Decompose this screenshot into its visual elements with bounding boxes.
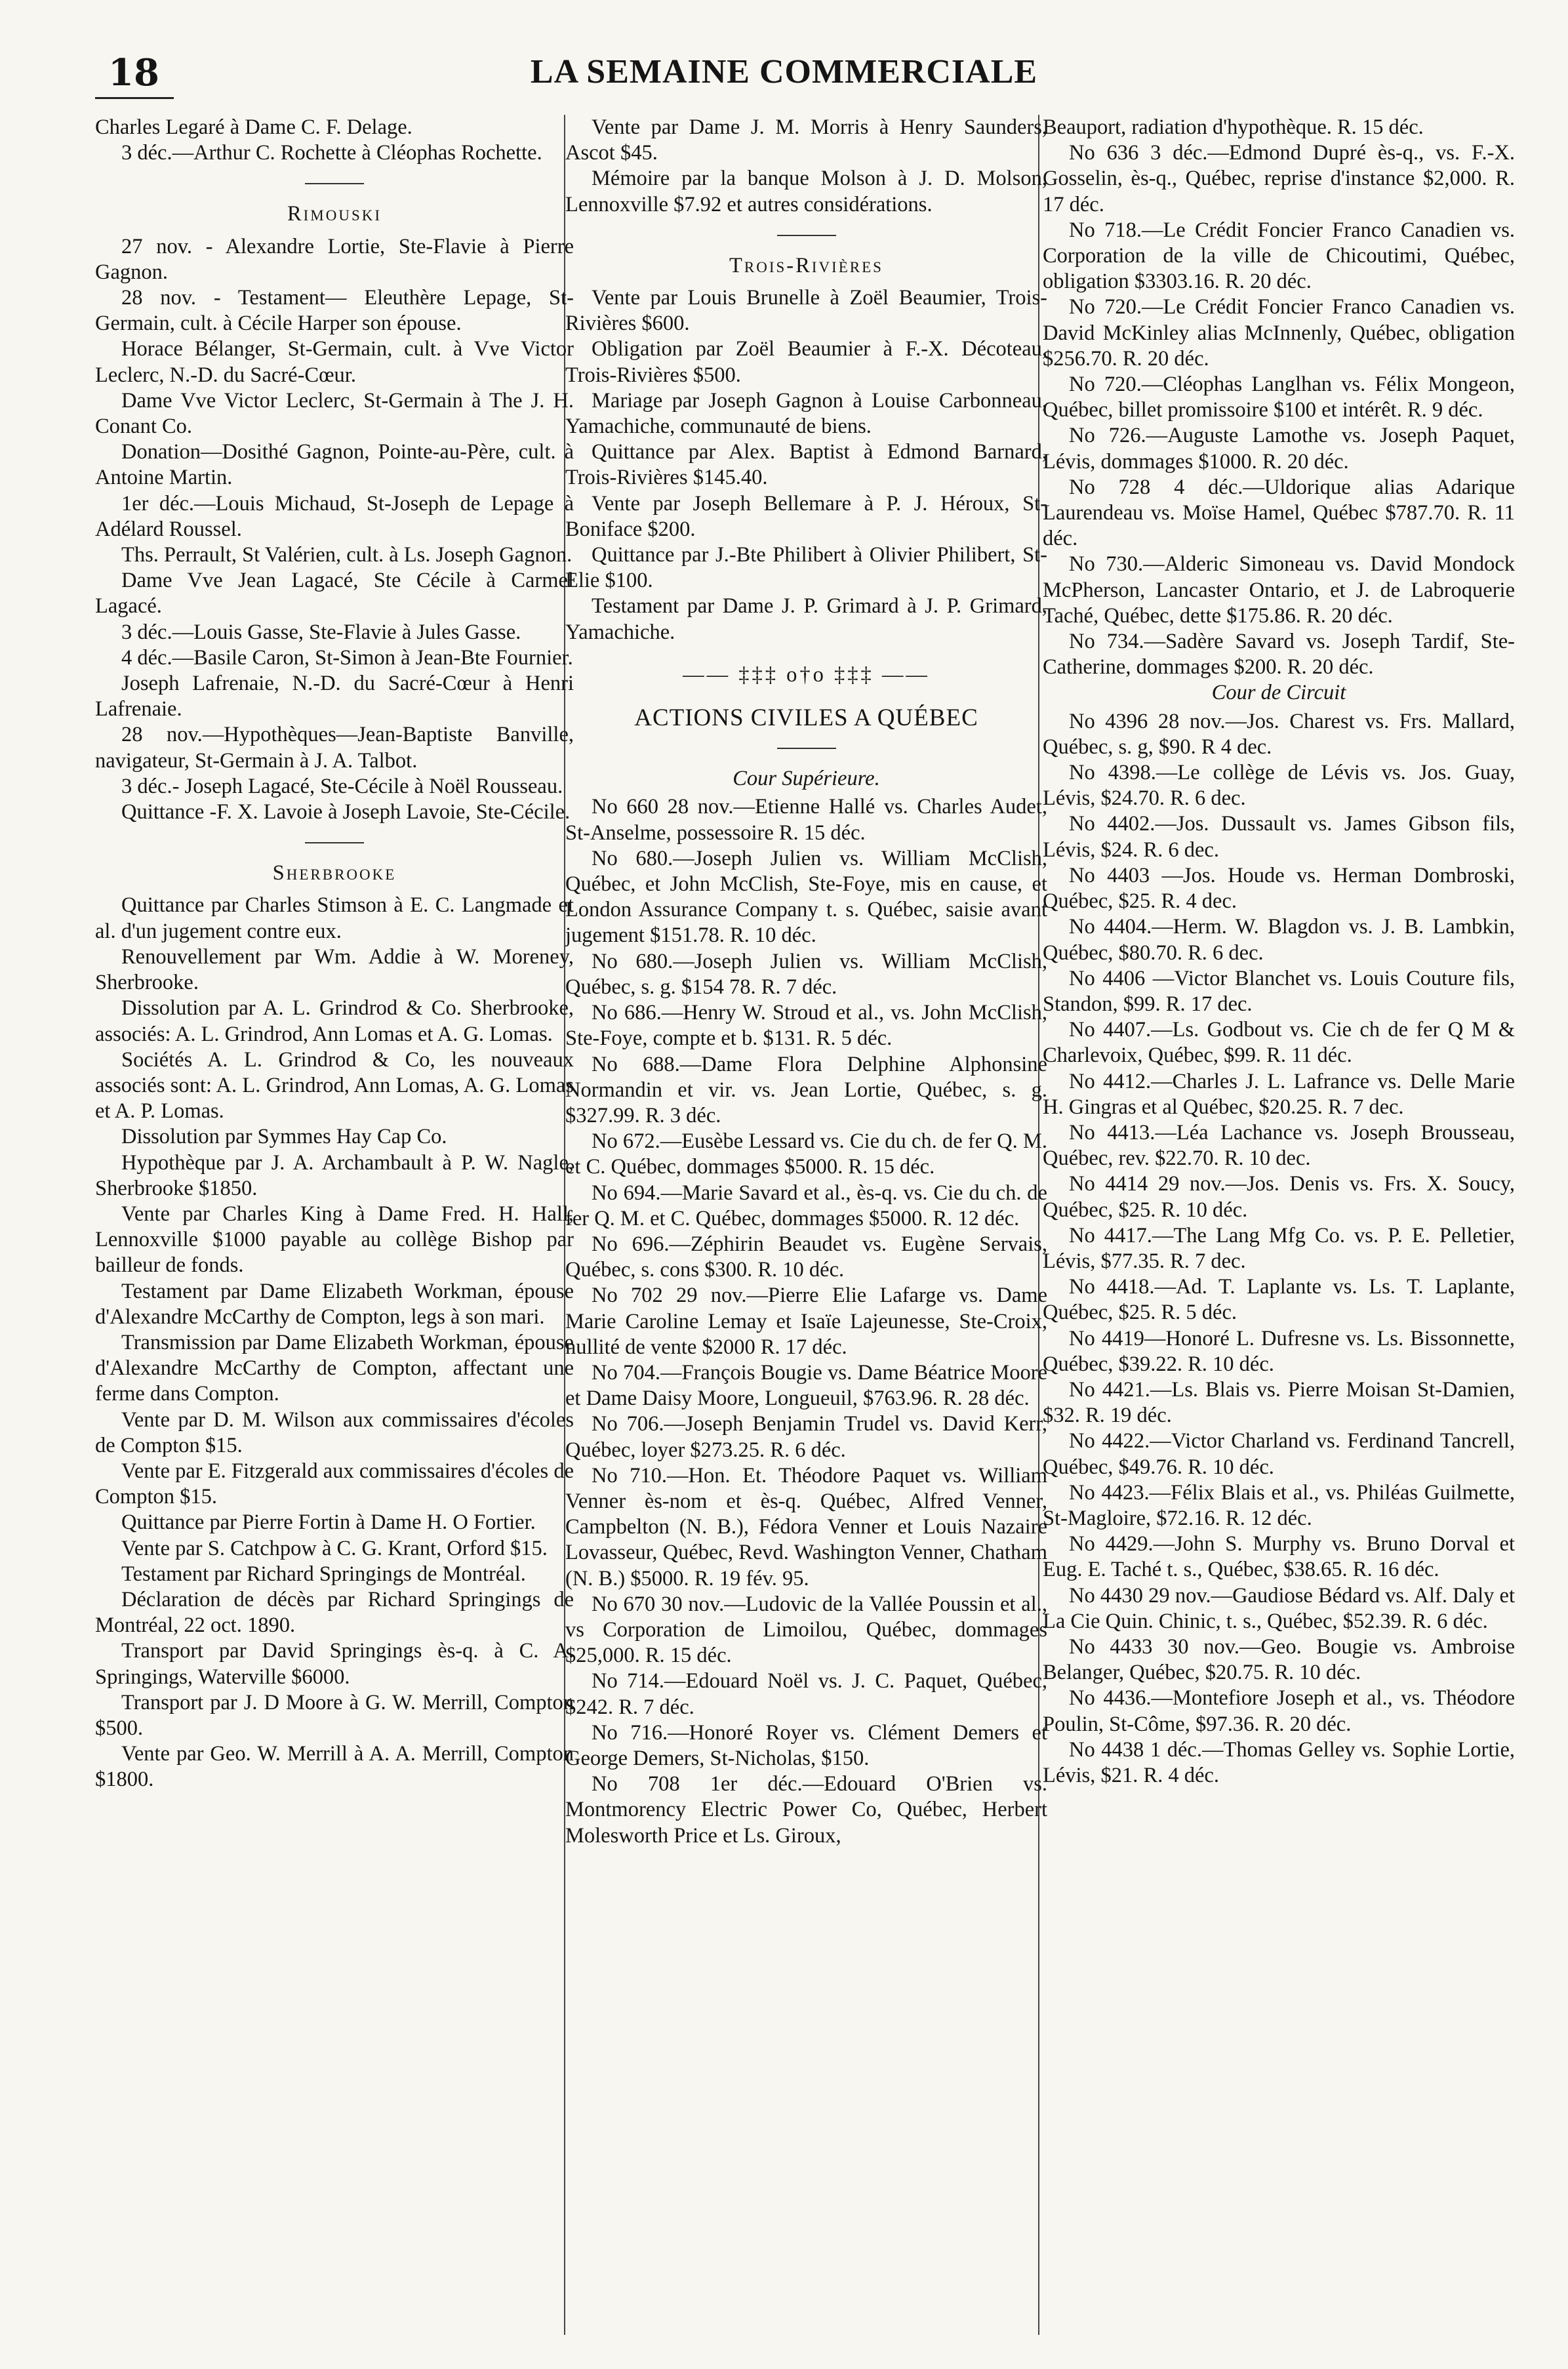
notice-entry: Joseph Lafrenaie, N.-D. du Sacré-Cœur à Henri Lafrenaie.	[95, 672, 574, 721]
notice-entry: Hypothèque par J. A. Archambault à P. W. Nagle, Sherbrooke $1850.	[95, 1150, 574, 1200]
notice-entry: No 672.—Eusèbe Lessard vs. Cie du ch. de fer Q. M. et C. Québec, dommages $5000. R. 15 déc.	[565, 1129, 1047, 1179]
section-heading: Sherbrooke	[272, 861, 397, 885]
notice-entry: No 680.—Joseph Julien vs. William McClish, Québec, et John McClish, Ste-Foye, mis en cause, et London Assurance Company t. s. Québec, saisie avant jugement $151.78. R. 10 déc.	[565, 846, 1047, 948]
notice-entry: Horace Bélanger, St-Germain, cult. à Vve Victor Leclerc, N.-D. du Sacré-Cœur.	[95, 337, 574, 387]
section-heading: ACTIONS CIVILES A QUÉBEC	[634, 704, 978, 732]
notice-entry: No 4417.—The Lang Mfg Co. vs. P. E. Pelletier, Lévis, $77.35. R. 7 dec.	[1043, 1223, 1515, 1273]
notice-entry: Renouvellement par Wm. Addie à W. Moreney, Sherbrooke.	[95, 944, 574, 995]
notice-entry: No 702 29 nov.—Pierre Elie Lafarge vs. Dame Marie Caroline Lemay et Isaïe Lajeunesse, Ste-Croix, nullité de vente $2000 R. 17 déc.	[565, 1284, 1047, 1359]
court-subheading: Cour Supérieure.	[733, 767, 880, 791]
court-subheading: Cour de Circuit	[1211, 681, 1346, 705]
notice-entry: Vente par E. Fitzgerald aux commissaires d'écoles de Compton $15.	[95, 1459, 574, 1509]
notice-entry: No 708 1er déc.—Edouard O'Brien vs. Montmorency Electric Power Co, Québec, Herbert Molesworth Price et Ls. Giroux,	[565, 1772, 1047, 1848]
section-heading: Rimouski	[287, 202, 382, 226]
page-number-underline	[95, 97, 174, 99]
notice-entry: Mariage par Joseph Gagnon à Louise Carbonneau, Yamachiche, communauté de biens.	[565, 388, 1047, 439]
notice-entry: 3 déc.—Louis Gasse, Ste-Flavie à Jules Gasse.	[121, 620, 521, 644]
notice-entry: No 720.—Cléophas Langlhan vs. Félix Mongeon, Québec, billet promissoire $100 et intérêt. R. 9 déc.	[1043, 373, 1515, 422]
notice-entry: Mémoire par la banque Molson à J. D. Molson, Lennoxville $7.92 et autres considérations.	[565, 167, 1047, 216]
notice-entry: Quittance par Pierre Fortin à Dame H. O Fortier.	[121, 1510, 536, 1535]
notice-entry: No 4413.—Léa Lachance vs. Joseph Brousseau, Québec, rev. $22.70. R. 10 dec.	[1043, 1120, 1515, 1171]
notice-entry: No 730.—Alderic Simoneau vs. David Mondock McPherson, Lancaster Ontario, et J. de Labroquerie Taché, Québec, dette $175.86. R. 20 déc.	[1043, 552, 1515, 628]
notice-entry: Quittance par Alex. Baptist à Edmond Barnard, Trois-Rivières $145.40.	[565, 440, 1047, 490]
notice-entry: Obligation par Zoël Beaumier à F.-X. Décoteau, Trois-Rivières $500.	[565, 337, 1047, 387]
notice-entry: No 680.—Joseph Julien vs. William McClish, Québec, s. g. $154 78. R. 7 déc.	[565, 949, 1047, 999]
notice-entry: 28 nov. - Testament— Eleuthère Lepage, St-Germain, cult. à Cécile Harper son épouse.	[95, 286, 574, 336]
notice-entry: No 686.—Henry W. Stroud et al., vs. John McClish, Ste-Foye, compte et b. $131. R. 5 déc.	[565, 1001, 1047, 1051]
notice-entry: Dame Vve Jean Lagacé, Ste Cécile à Carmel Lagacé.	[95, 569, 574, 618]
notice-entry: No 718.—Le Crédit Foncier Franco Canadien vs. Corporation de la ville de Chicoutimi, Québec, obligation $3303.16. R. 20 déc.	[1043, 218, 1515, 294]
notice-entry: Vente par Dame J. M. Morris à Henry Saunders, Ascot $45.	[565, 115, 1047, 165]
notice-entry: No 4407.—Ls. Godbout vs. Cie ch de fer Q M & Charlevoix, Québec, $99. R. 11 déc.	[1043, 1018, 1515, 1068]
notice-entry: No 694.—Marie Savard et al., ès-q. vs. Cie du ch. de fer Q. M. et C. Québec, dommages $5000. R. 12 déc.	[565, 1181, 1047, 1230]
notice-entry: No 710.—Hon. Et. Théodore Paquet vs. William Venner ès-nom et ès-q. Québec, Alfred Venner, Campbelton (N. B.), Fédora Venner et Louis Nazaire Lovasseur, Québec, Revd. Washington Venner, Chatham (N. B.) $5000. R. 19 fév. 95.	[565, 1463, 1047, 1590]
notice-entry: Transport par J. D Moore à G. W. Merrill, Compton $500.	[95, 1690, 574, 1740]
notice-entry: Dissolution par Symmes Hay Cap Co.	[121, 1125, 447, 1149]
notice-entry: Transport par David Springings ès-q. à C. A. Springings, Waterville $6000.	[95, 1639, 574, 1689]
notice-entry: No 4422.—Victor Charland vs. Ferdinand Tancrell, Québec, $49.76. R. 10 déc.	[1043, 1429, 1515, 1479]
notice-entry: No 688.—Dame Flora Delphine Alphonsine Normandin et vir. vs. Jean Lortie, Québec, s. g. $327.99. R. 3 déc.	[565, 1052, 1047, 1127]
ornamental-divider: —— ‡‡‡ o†o ‡‡‡ ——	[683, 662, 930, 687]
notice-entry: Donation—Dosithé Gagnon, Pointe-au-Père, cult. à Antoine Martin.	[95, 440, 574, 490]
notice-entry: No 4406 —Victor Blanchet vs. Louis Couture fils, Standon, $99. R. 17 dec.	[1043, 966, 1515, 1016]
notice-entry: Quittance par J.-Bte Philibert à Olivier Philibert, St-Elie $100.	[565, 543, 1047, 593]
column-3	[1043, 115, 1515, 2332]
notice-entry: No 4404.—Herm. W. Blagdon vs. J. B. Lambkin, Québec, $80.70. R. 6 dec.	[1043, 915, 1515, 965]
notice-entry: Ths. Perrault, St Valérien, cult. à Ls. Joseph Gagnon.	[121, 543, 573, 567]
notice-entry: 3 déc.- Joseph Lagacé, Ste-Cécile à Noël Rousseau.	[121, 774, 563, 798]
notice-entry: Vente par Louis Brunelle à Zoël Beaumier, Trois-Rivières $600.	[565, 286, 1047, 336]
notice-entry: Sociétés A. L. Grindrod & Co, les nouveaux associés sont: A. L. Grindrod, Ann Lomas, A. G. Lomas et A. P. Lomas.	[95, 1047, 574, 1124]
notice-entry: No 716.—Honoré Royer vs. Clément Demers et George Demers, St-Nicholas, $150.	[565, 1720, 1047, 1770]
notice-entry: Quittance -F. X. Lavoie à Joseph Lavoie, Ste-Cécile.	[121, 800, 571, 824]
notice-entry: Dame Vve Victor Leclerc, St-Germain à The J. H. Conant Co.	[95, 388, 574, 439]
notice-entry: No 4438 1 déc.—Thomas Gelley vs. Sophie Lortie, Lévis, $21. R. 4 déc.	[1043, 1737, 1515, 1787]
notice-entry: No 670 30 nov.—Ludovic de la Vallée Poussin et al., vs Corporation de Limoilou, Québec, dommages $25,000. R. 15 déc.	[565, 1592, 1047, 1668]
notice-entry: No 636 3 déc.—Edmond Dupré ès-q., vs. F.-X. Gosselin, ès-q., Québec, reprise d'instance $2,000. R. 17 déc.	[1043, 141, 1515, 216]
notice-entry: No 720.—Le Crédit Foncier Franco Canadien vs. David McKinley alias McInnenly, Québec, obligation $256.70. R. 20 déc.	[1043, 295, 1515, 371]
notice-entry: Vente par D. M. Wilson aux commissaires d'écoles de Compton $15.	[95, 1407, 574, 1457]
notice-entry: Quittance par Charles Stimson à E. C. Langmade et al. d'un jugement contre eux.	[95, 893, 574, 943]
column-1	[95, 115, 574, 2332]
notice-entry: No 706.—Joseph Benjamin Trudel vs. David Kerr, Québec, loyer $273.25. R. 6 déc.	[565, 1412, 1047, 1462]
notice-entry: Charles Legaré à Dame C. F. Delage.	[95, 115, 412, 139]
notice-entry: Testament par Dame Elizabeth Workman, épouse d'Alexandre McCarthy de Compton, legs à son mari.	[95, 1279, 574, 1329]
notice-entry: No 4418.—Ad. T. Laplante vs. Ls. T. Laplante, Québec, $25. R. 5 déc.	[1043, 1275, 1515, 1325]
notice-entry: Déclaration de décès par Richard Springings de Montréal, 22 oct. 1890.	[95, 1587, 574, 1638]
section-heading: Trois-Rivières	[729, 253, 883, 277]
notice-entry: No 734.—Sadère Savard vs. Joseph Tardif, Ste-Catherine, dommages $200. R. 20 déc.	[1043, 630, 1515, 679]
page-header	[95, 46, 1473, 98]
column-2	[565, 115, 1047, 2332]
notice-entry: No 4414 29 nov.—Jos. Denis vs. Frs. X. Soucy, Québec, $25. R. 10 déc.	[1043, 1172, 1515, 1222]
notice-entry: No 704.—François Bougie vs. Dame Béatrice Moore et Dame Daisy Moore, Longueuil, $763.96. R. 28 déc.	[565, 1360, 1047, 1411]
journal-title: LA SEMAINE COMMERCIALE	[530, 53, 1038, 91]
notice-entry: No 4398.—Le collège de Lévis vs. Jos. Guay, Lévis, $24.70. R. 6 dec.	[1043, 761, 1515, 811]
notice-entry: No 726.—Auguste Lamothe vs. Joseph Paquet, Lévis, dommages $1000. R. 20 déc.	[1043, 424, 1515, 474]
section-rule	[777, 235, 836, 236]
notice-entry: Dissolution par A. L. Grindrod & Co. Sherbrooke, associés: A. L. Grindrod, Ann Lomas et A. G. Lomas.	[95, 996, 574, 1046]
section-rule	[777, 748, 836, 749]
notice-entry: No 4436.—Montefiore Joseph et al., vs. Théodore Poulin, St-Côme, $97.36. R. 20 déc.	[1043, 1686, 1515, 1736]
notice-entry: Vente par Joseph Bellemare à P. J. Héroux, St-Boniface $200.	[565, 491, 1047, 541]
notice-entry: No 4396 28 nov.—Jos. Charest vs. Frs. Mallard, Québec, s. g, $90. R 4 dec.	[1043, 709, 1515, 759]
notice-entry: Vente par Geo. W. Merrill à A. A. Merrill, Compton $1800.	[95, 1742, 574, 1792]
notice-entry: 1er déc.—Louis Michaud, St-Joseph de Lepage à Adélard Roussel.	[95, 491, 574, 541]
notice-entry: Transmission par Dame Elizabeth Workman, épouse d'Alexandre McCarthy de Compton, affectant une ferme dans Compton.	[95, 1330, 574, 1406]
notice-entry: No 4403 —Jos. Houde vs. Herman Dombroski, Québec, $25. R. 4 dec.	[1043, 863, 1515, 914]
notice-entry: No 4402.—Jos. Dussault vs. James Gibson fils, Lévis, $24. R. 6 dec.	[1043, 812, 1515, 862]
section-rule	[305, 842, 364, 843]
notice-entry: Testament par Richard Springings de Montréal.	[121, 1562, 526, 1586]
notice-entry: No 4423.—Félix Blais et al., vs. Philéas Guilmette, St-Magloire, $72.16. R. 12 déc.	[1043, 1480, 1515, 1530]
notice-entry: 27 nov. - Alexandre Lortie, Ste-Flavie à Pierre Gagnon.	[95, 234, 574, 284]
notice-entry: Vente par S. Catchpow à C. G. Krant, Orford $15.	[121, 1536, 548, 1560]
notice-entry: No 4419—Honoré L. Dufresne vs. Ls. Bissonnette, Québec, $39.22. R. 10 déc.	[1043, 1326, 1515, 1376]
notice-entry: No 4433 30 nov.—Geo. Bougie vs. Ambroise Belanger, Québec, $20.75. R. 10 déc.	[1043, 1634, 1515, 1685]
notice-entry: No 4430 29 nov.—Gaudiose Bédard vs. Alf. Daly et La Cie Quin. Chinic, t. s., Québec, $52.39. R. 6 déc.	[1043, 1583, 1515, 1633]
notice-entry: No 728 4 déc.—Uldorique alias Adarique Laurendeau vs. Moïse Hamel, Québec $787.70. R. 11 déc.	[1043, 475, 1515, 551]
notice-entry: Beauport, radiation d'hypothèque. R. 15 déc.	[1043, 115, 1424, 139]
notice-entry: No 4421.—Ls. Blais vs. Pierre Moisan St-Damien, $32. R. 19 déc.	[1043, 1377, 1515, 1428]
page-number: 18	[108, 51, 159, 94]
notice-entry: No 4429.—John S. Murphy vs. Bruno Dorval et Eug. E. Taché t. s., Québec, $38.65. R. 16 déc.	[1043, 1532, 1515, 1582]
notice-entry: No 4412.—Charles J. L. Lafrance vs. Delle Marie H. Gingras et al Québec, $20.25. R. 7 dec.	[1043, 1069, 1515, 1119]
section-rule	[305, 183, 364, 184]
notice-entry: 4 déc.—Basile Caron, St-Simon à Jean-Bte Fournier.	[121, 645, 573, 670]
notice-entry: No 696.—Zéphirin Beaudet vs. Eugène Servais, Québec, s. cons $300. R. 10 déc.	[565, 1232, 1047, 1282]
notice-entry: 28 nov.—Hypothèques—Jean-Baptiste Banville, navigateur, St-Germain à J. A. Talbot.	[95, 723, 574, 773]
notice-entry: No 714.—Edouard Noël vs. J. C. Paquet, Québec, $242. R. 7 déc.	[565, 1669, 1047, 1719]
notice-entry: Vente par Charles King à Dame Fred. H. Hall, Lennoxville $1000 payable au collège Bishop par bailleur de fonds.	[95, 1202, 574, 1278]
notice-entry: 3 déc.—Arthur C. Rochette à Cléophas Rochette.	[121, 141, 542, 165]
notice-entry: Testament par Dame J. P. Grimard à J. P. Grimard, Yamachiche.	[565, 594, 1047, 644]
notice-entry: No 660 28 nov.—Etienne Hallé vs. Charles Audet, St-Anselme, possessoire R. 15 déc.	[565, 795, 1047, 845]
